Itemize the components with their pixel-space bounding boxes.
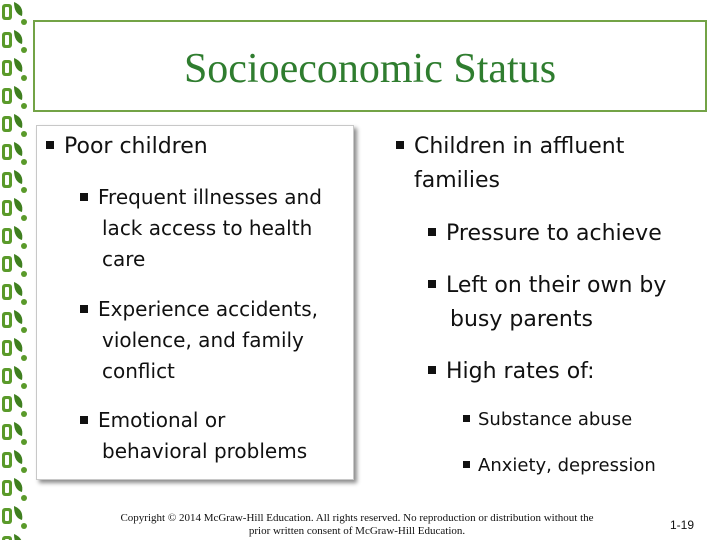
bullet-emotional-line1: Emotional or — [80, 405, 225, 436]
copyright-line1: Copyright © 2014 McGraw-Hill Education. All rights reserved. No reproduction or distribution without the — [120, 512, 594, 524]
subbullet-substance-abuse: Substance abuse — [463, 407, 632, 433]
bullet-square-icon — [428, 366, 436, 374]
bullet-square-icon — [80, 193, 88, 201]
bullet-accidents-line2: violence, and family — [102, 328, 304, 352]
copyright-footer — [92, 512, 622, 538]
bullet-square-icon — [428, 228, 436, 236]
bullet-square-icon — [80, 305, 88, 313]
bullet-square-icon — [463, 415, 470, 422]
bullet-pressure: Pressure to achieve — [428, 218, 662, 250]
bullet-illnesses-line2: lack access to health — [102, 216, 313, 240]
leaf-pattern — [0, 0, 30, 540]
bullet-poor-children: Poor children — [46, 131, 208, 163]
bullet-accidents-line1: Experience accidents, — [80, 294, 318, 325]
bullet-left-alone-line2: busy parents — [450, 307, 593, 332]
bullet-accidents-line3: conflict — [102, 359, 175, 383]
bullet-emotional-line2: behavioral problems — [102, 439, 308, 463]
page-number: 1-19 — [670, 518, 695, 532]
bullet-affluent-line1: Children in affluent — [396, 131, 624, 163]
bullet-square-icon — [463, 461, 470, 468]
bullet-high-rates: High rates of: — [428, 356, 595, 388]
copyright-line2: prior written consent of McGraw-Hill Education. — [248, 525, 466, 537]
bullet-square-icon — [80, 416, 88, 424]
slide-title: Socioeconomic Status — [183, 46, 557, 92]
bullet-square-icon — [396, 141, 404, 149]
bullet-left-alone-line1: Left on their own by — [428, 270, 666, 302]
decorative-leaf-strip — [0, 0, 30, 540]
bullet-square-icon — [46, 141, 54, 149]
bullet-square-icon — [428, 280, 436, 288]
bullet-illnesses-line3: care — [102, 247, 146, 271]
bullet-affluent-line2: families — [414, 168, 500, 193]
subbullet-anxiety: Anxiety, depression — [463, 453, 656, 479]
title-frame — [33, 20, 707, 112]
bullet-illnesses-line1: Frequent illnesses and — [80, 182, 322, 213]
